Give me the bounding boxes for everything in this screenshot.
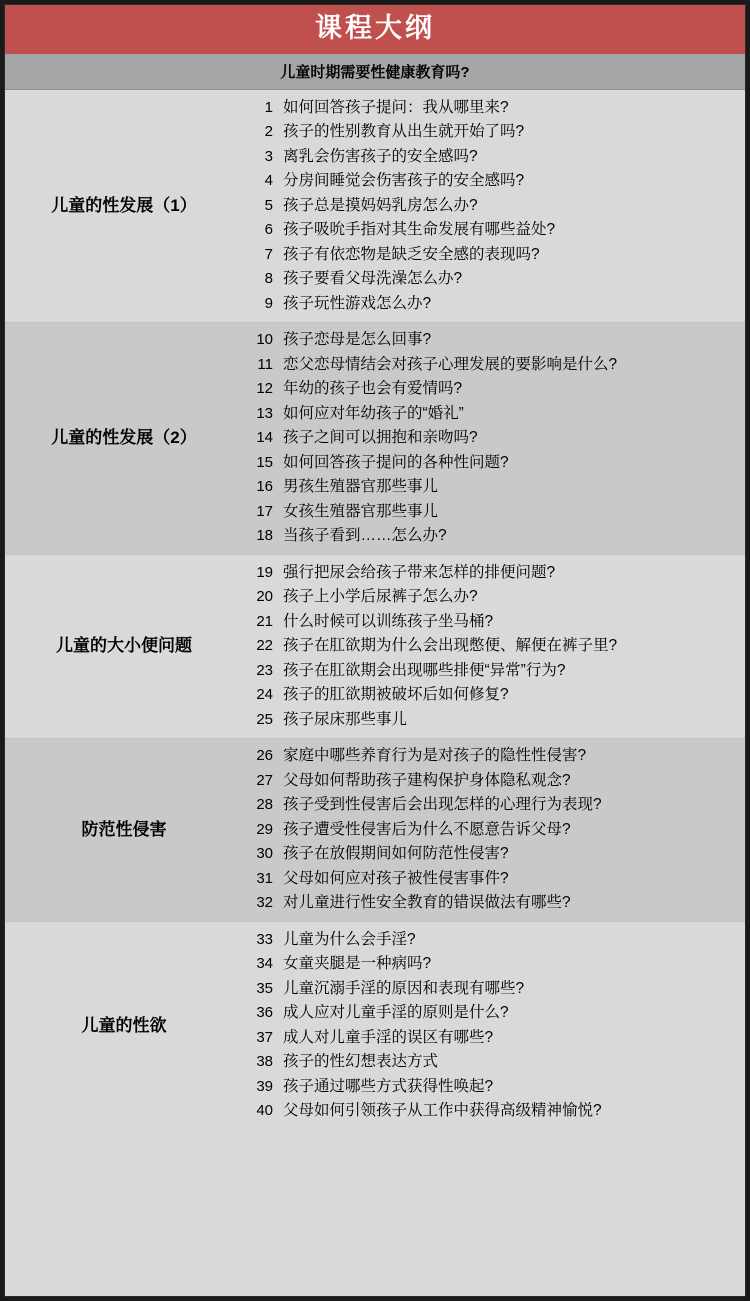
list-item — [243, 585, 745, 610]
item-text: 父母如何帮助孩子建构保护身体隐私观念? — [283, 771, 571, 789]
list-item — [243, 609, 745, 634]
list-item — [243, 475, 745, 500]
list-item — [243, 144, 745, 169]
page-subtitle: 儿童时期需要性健康教育吗? — [5, 54, 745, 90]
item-text: 恋父恋母情结会对孩子心理发展的要影响是什么? — [283, 355, 618, 373]
list-item — [243, 683, 745, 708]
list-item — [243, 793, 745, 818]
list-item — [243, 426, 745, 451]
list-item — [243, 891, 745, 916]
item-number: 18 — [256, 527, 273, 545]
list-item — [243, 817, 745, 842]
item-number: 34 — [256, 955, 273, 973]
item-text: 孩子的性幻想表达方式 — [283, 1053, 439, 1071]
item-text: 离乳会伤害孩子的安全感吗? — [283, 147, 478, 165]
list-item — [243, 866, 745, 891]
list-item — [243, 707, 745, 732]
page-title: 课程大纲 — [5, 5, 745, 54]
section-5-label: 儿童的性欲 — [81, 1015, 167, 1035]
item-text: 孩子通过哪些方式获得性唤起? — [283, 1077, 494, 1095]
item-number: 39 — [256, 1077, 273, 1095]
item-text: 当孩子看到……怎么办? — [283, 527, 447, 545]
item-number: 1 — [264, 98, 273, 116]
section-2-label: 儿童的性发展（2） — [51, 428, 197, 448]
item-number: 33 — [256, 930, 273, 948]
item-number: 28 — [256, 796, 273, 814]
item-text: 孩子受到性侵害后会出现怎样的心理行为表现? — [283, 796, 602, 814]
section-3-label: 儿童的大小便问题 — [56, 636, 192, 656]
outline-sections — [5, 90, 745, 1296]
item-number: 30 — [256, 845, 273, 863]
item-text: 强行把尿会给孩子带来怎样的排便问题? — [283, 563, 556, 581]
item-text: 孩子在放假期间如何防范性侵害? — [283, 845, 509, 863]
item-number: 14 — [256, 429, 273, 447]
list-item — [243, 499, 745, 524]
item-number: 40 — [256, 1102, 273, 1120]
item-number: 23 — [256, 661, 273, 679]
list-item — [243, 95, 745, 120]
item-number: 20 — [256, 588, 273, 606]
item-number: 32 — [256, 894, 273, 912]
item-text: 年幼的孩子也会有爱情吗? — [283, 380, 463, 398]
item-text: 成人对儿童手淫的误区有哪些? — [283, 1028, 494, 1046]
item-number: 27 — [256, 771, 273, 789]
section-4 — [5, 739, 745, 923]
list-item — [243, 352, 745, 377]
list-item — [243, 193, 745, 218]
item-number: 10 — [256, 331, 273, 349]
list-item — [243, 377, 745, 402]
section-3 — [5, 555, 745, 739]
item-number: 24 — [256, 686, 273, 704]
item-text: 孩子有依恋物是缺乏安全感的表现吗? — [283, 245, 540, 263]
item-number: 19 — [256, 563, 273, 581]
item-text: 分房间睡觉会伤害孩子的安全感吗? — [283, 172, 525, 190]
item-text: 孩子玩性游戏怎么办? — [283, 294, 432, 312]
item-text: 儿童为什么会手淫? — [283, 930, 416, 948]
item-number: 31 — [256, 869, 273, 887]
section-4-label: 防范性侵害 — [81, 819, 167, 839]
list-item — [243, 450, 745, 475]
list-item — [243, 952, 745, 977]
list-item — [243, 634, 745, 659]
item-number: 3 — [264, 147, 273, 165]
item-number: 15 — [256, 453, 273, 471]
item-number: 4 — [264, 172, 273, 190]
item-number: 17 — [256, 502, 273, 520]
list-item — [243, 658, 745, 683]
item-text: 孩子吸吮手指对其生命发展有哪些益处? — [283, 221, 556, 239]
list-item — [243, 1001, 745, 1026]
list-item — [243, 1025, 745, 1050]
list-item — [243, 401, 745, 426]
list-item — [243, 1050, 745, 1075]
list-item — [243, 560, 745, 585]
item-text: 儿童沉溺手淫的原因和表现有哪些? — [283, 979, 525, 997]
section-1 — [5, 90, 745, 323]
item-text: 对儿童进行性安全教育的错误做法有哪些? — [283, 894, 571, 912]
item-text: 女孩生殖器官那些事儿 — [283, 502, 439, 520]
item-text: 如何回答孩子提问的各种性问题? — [283, 453, 509, 471]
list-item — [243, 842, 745, 867]
item-number: 5 — [264, 196, 273, 214]
list-item — [243, 169, 745, 194]
item-text: 孩子在肛欲期会出现哪些排便“异常”行为? — [283, 661, 566, 679]
item-text: 孩子之间可以拥抱和亲吻吗? — [283, 429, 478, 447]
item-text: 男孩生殖器官那些事儿 — [283, 478, 439, 496]
item-number: 6 — [264, 221, 273, 239]
list-item — [243, 927, 745, 952]
item-text: 成人应对儿童手淫的原则是什么? — [283, 1004, 509, 1022]
item-number: 22 — [256, 637, 273, 655]
list-item — [243, 242, 745, 267]
section-1-label: 儿童的性发展（1） — [51, 195, 197, 215]
item-number: 8 — [264, 270, 273, 288]
item-text: 孩子遭受性侵害后为什么不愿意告诉父母? — [283, 820, 571, 838]
item-number: 7 — [264, 245, 273, 263]
list-item — [243, 524, 745, 549]
item-text: 父母如何引领孩子从工作中获得高级精神愉悦? — [283, 1102, 602, 1120]
item-number: 29 — [256, 820, 273, 838]
item-number: 35 — [256, 979, 273, 997]
section-5-items — [243, 922, 745, 1129]
item-text: 孩子尿床那些事儿 — [283, 710, 408, 728]
item-text: 孩子在肛欲期为什么会出现憋便、解便在裤子里? — [283, 637, 618, 655]
section-2-items — [243, 323, 745, 555]
item-text: 孩子要看父母洗澡怎么办? — [283, 270, 463, 288]
list-item — [243, 768, 745, 793]
item-number: 11 — [257, 355, 273, 373]
section-5 — [5, 922, 745, 1129]
list-item — [243, 218, 745, 243]
item-text: 孩子的肛欲期被破坏后如何修复? — [283, 686, 509, 704]
section-1-items — [243, 90, 745, 322]
item-number: 13 — [256, 404, 273, 422]
list-item — [243, 120, 745, 145]
item-number: 21 — [256, 612, 273, 630]
list-item — [243, 744, 745, 769]
list-item — [243, 267, 745, 292]
outline-sheet — [4, 4, 746, 1297]
item-number: 2 — [264, 123, 273, 141]
item-number: 25 — [256, 710, 273, 728]
item-text: 家庭中哪些养育行为是对孩子的隐性性侵害? — [283, 747, 587, 765]
item-number: 36 — [256, 1004, 273, 1022]
item-number: 38 — [256, 1053, 273, 1071]
item-text: 女童夹腿是一种病吗? — [283, 955, 432, 973]
item-text: 如何回答孩子提问：我从哪里来? — [283, 98, 509, 116]
section-2 — [5, 323, 745, 556]
item-number: 37 — [256, 1028, 273, 1046]
item-number: 26 — [256, 747, 273, 765]
section-3-items — [243, 555, 745, 738]
item-text: 孩子恋母是怎么回事? — [283, 331, 432, 349]
section-4-items — [243, 739, 745, 922]
item-number: 9 — [264, 294, 273, 312]
list-item — [243, 328, 745, 353]
item-number: 16 — [256, 478, 273, 496]
item-text: 如何应对年幼孩子的“婚礼” — [283, 404, 464, 422]
list-item — [243, 291, 745, 316]
item-text: 父母如何应对孩子被性侵害事件? — [283, 869, 509, 887]
item-number: 12 — [256, 380, 273, 398]
item-text: 什么时候可以训练孩子坐马桶? — [283, 612, 494, 630]
item-text: 孩子总是摸妈妈乳房怎么办? — [283, 196, 478, 214]
list-item — [243, 976, 745, 1001]
list-item — [243, 1074, 745, 1099]
item-text: 孩子上小学后尿裤子怎么办? — [283, 588, 478, 606]
item-text: 孩子的性别教育从出生就开始了吗? — [283, 123, 525, 141]
list-item — [243, 1099, 745, 1124]
